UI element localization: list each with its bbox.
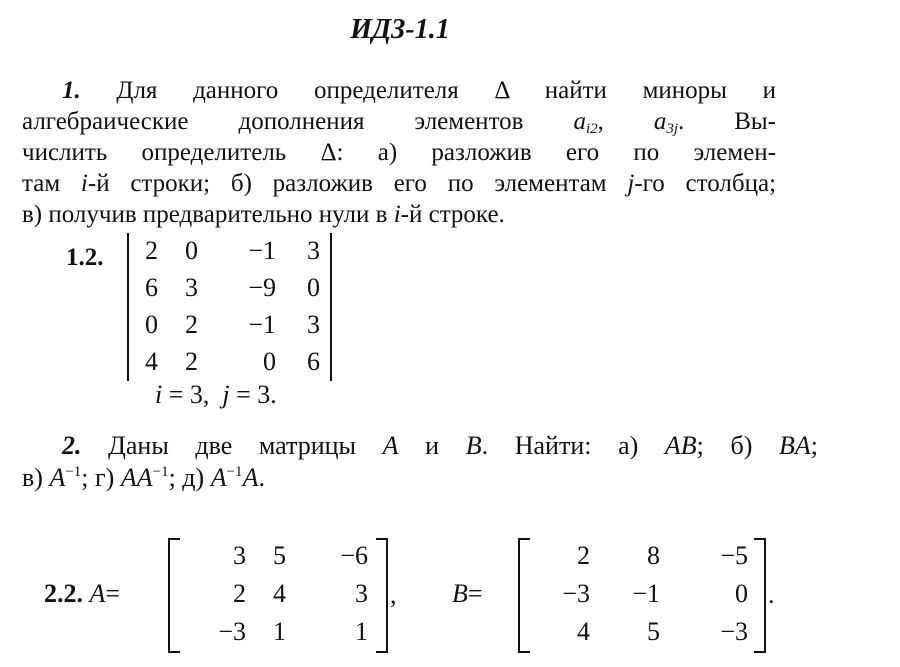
inverse-exponent: −1 xyxy=(226,464,243,480)
condition-value: = 3, xyxy=(162,380,210,409)
matrix-b-name: B xyxy=(452,579,468,608)
matrix-a-cell: 1 xyxy=(273,617,286,646)
task-1-text: Для данного определителя Δ найти миноры и xyxy=(116,77,776,104)
determinant-cell: 2 xyxy=(185,347,198,376)
determinant-cell: 3 xyxy=(185,273,198,302)
matrix-symbol: A xyxy=(210,463,227,492)
element-symbol: a xyxy=(573,108,586,135)
task-2-line-1 xyxy=(62,430,818,461)
matrix-expression: AA xyxy=(120,463,153,492)
matrix-b-cell: 5 xyxy=(647,617,660,646)
matrix-b-cell: −5 xyxy=(720,541,748,570)
matrix-b-cell: 2 xyxy=(577,541,590,570)
determinant-cell: 4 xyxy=(145,347,158,376)
task-1-text: -й строке. xyxy=(400,201,505,228)
task-2-number: 2. xyxy=(62,431,82,460)
matrices-label: 2.2. xyxy=(44,579,83,608)
task-2-text: ; г) xyxy=(81,463,115,492)
determinant-cell: 0 xyxy=(145,310,158,339)
matrix-expression: AB xyxy=(664,431,697,460)
determinant-cell: 2 xyxy=(145,236,158,265)
task-1-number: 1. xyxy=(62,77,81,104)
page-title: ИДЗ-1.1 xyxy=(350,14,450,45)
matrix-b-grid xyxy=(532,537,754,651)
matrix-b-cell: −3 xyxy=(720,617,748,646)
punctuation: . xyxy=(258,463,265,492)
equals-sign: = xyxy=(105,579,121,608)
determinant-cell: 3 xyxy=(307,236,320,265)
matrix-b-cell: 8 xyxy=(647,541,660,570)
index-symbol: j xyxy=(627,170,635,197)
matrix-symbol: A xyxy=(242,463,259,492)
index-symbol: i xyxy=(393,201,401,228)
matrix-a-left-bracket xyxy=(168,538,180,653)
task-1-text: -го столбца; xyxy=(634,170,777,197)
matrix-a-cell: 1 xyxy=(355,617,368,646)
index-symbol: i xyxy=(80,170,88,197)
determinant-cell: 0 xyxy=(307,273,320,302)
task-1-line-4 xyxy=(22,168,776,199)
matrix-a-grid xyxy=(182,537,372,651)
matrix-b-right-bracket xyxy=(754,538,766,653)
matrix-a-cell: −6 xyxy=(340,541,368,570)
matrix-end-period: . xyxy=(768,580,775,609)
task-1-line-2 xyxy=(22,106,776,137)
matrix-b-cell: 4 xyxy=(577,617,590,646)
matrix-a-cell: −3 xyxy=(218,617,246,646)
task-2-text: . Найти: а) xyxy=(481,431,639,460)
matrix-b-cell: −3 xyxy=(562,579,590,608)
task-2-text: ; б) xyxy=(696,431,753,460)
index-symbol: i xyxy=(155,380,163,409)
determinant-cell: 6 xyxy=(145,273,158,302)
determinant-cell: 3 xyxy=(307,310,320,339)
matrix-expression: BA xyxy=(779,431,811,460)
task-1-text: там xyxy=(22,170,61,197)
punctuation: , xyxy=(597,108,604,135)
inverse-exponent: −1 xyxy=(152,464,169,480)
task-1-text: -й строки; б) разложив его по элементам xyxy=(87,170,607,197)
task-1-line-1 xyxy=(62,75,776,106)
element-index: i2 xyxy=(585,121,598,137)
matrix-a-right-bracket xyxy=(376,538,388,653)
determinant-cell: 6 xyxy=(307,347,320,376)
condition-value: = 3. xyxy=(229,380,277,409)
punctuation: ; xyxy=(810,431,819,460)
matrix-b-cell: 0 xyxy=(735,579,748,608)
task-1-text: алгебраические дополнения элементов xyxy=(22,108,524,135)
matrix-b-left-bracket xyxy=(518,538,530,653)
task-2-text: и xyxy=(425,431,440,460)
determinant-cell: 2 xyxy=(185,310,198,339)
determinant-cell: 0 xyxy=(185,236,198,265)
matrix-b-label xyxy=(452,579,483,609)
matrix-symbol: A xyxy=(382,431,399,460)
element-symbol: a xyxy=(653,108,667,135)
matrix-a-cell: 5 xyxy=(273,541,286,570)
matrix-b-cell: −1 xyxy=(632,579,660,608)
index-symbol: j xyxy=(222,380,230,409)
matrix-a-cell: 2 xyxy=(233,579,246,608)
matrices-line xyxy=(44,579,120,609)
determinant-condition xyxy=(155,380,277,410)
matrix-symbol: A xyxy=(49,463,66,492)
determinant-cell: −1 xyxy=(248,310,276,339)
equals-sign: = xyxy=(467,579,483,608)
determinant-cell: −9 xyxy=(248,273,276,302)
task-2-text: Даны две матрицы xyxy=(108,431,357,460)
matrix-a-name: A xyxy=(89,579,106,608)
matrix-a-cell: 3 xyxy=(233,541,246,570)
task-1-line-3 xyxy=(22,137,776,168)
task-1-text: в) получив предварительно нули в xyxy=(22,201,388,228)
task-1-text: . Вы- xyxy=(678,108,777,135)
element-index: 3j xyxy=(666,121,678,137)
determinant-label: 1.2. xyxy=(66,244,104,271)
matrix-separator: , xyxy=(390,580,397,609)
task-2-text: ; д) xyxy=(168,463,205,492)
determinant-cell: −1 xyxy=(248,236,276,265)
task-2-line-2 xyxy=(22,462,265,493)
matrix-a-cell: 4 xyxy=(273,579,286,608)
task-1-text: числить определитель Δ: а) разложив его по элемен- xyxy=(22,139,776,166)
task-2-text: в) xyxy=(22,463,43,492)
determinant-cell: 0 xyxy=(263,347,276,376)
task-1-line-5 xyxy=(22,199,505,230)
inverse-exponent: −1 xyxy=(65,464,82,480)
matrix-symbol: B xyxy=(465,431,482,460)
determinant-right-bar xyxy=(330,233,332,381)
matrix-a-cell: 3 xyxy=(355,579,368,608)
